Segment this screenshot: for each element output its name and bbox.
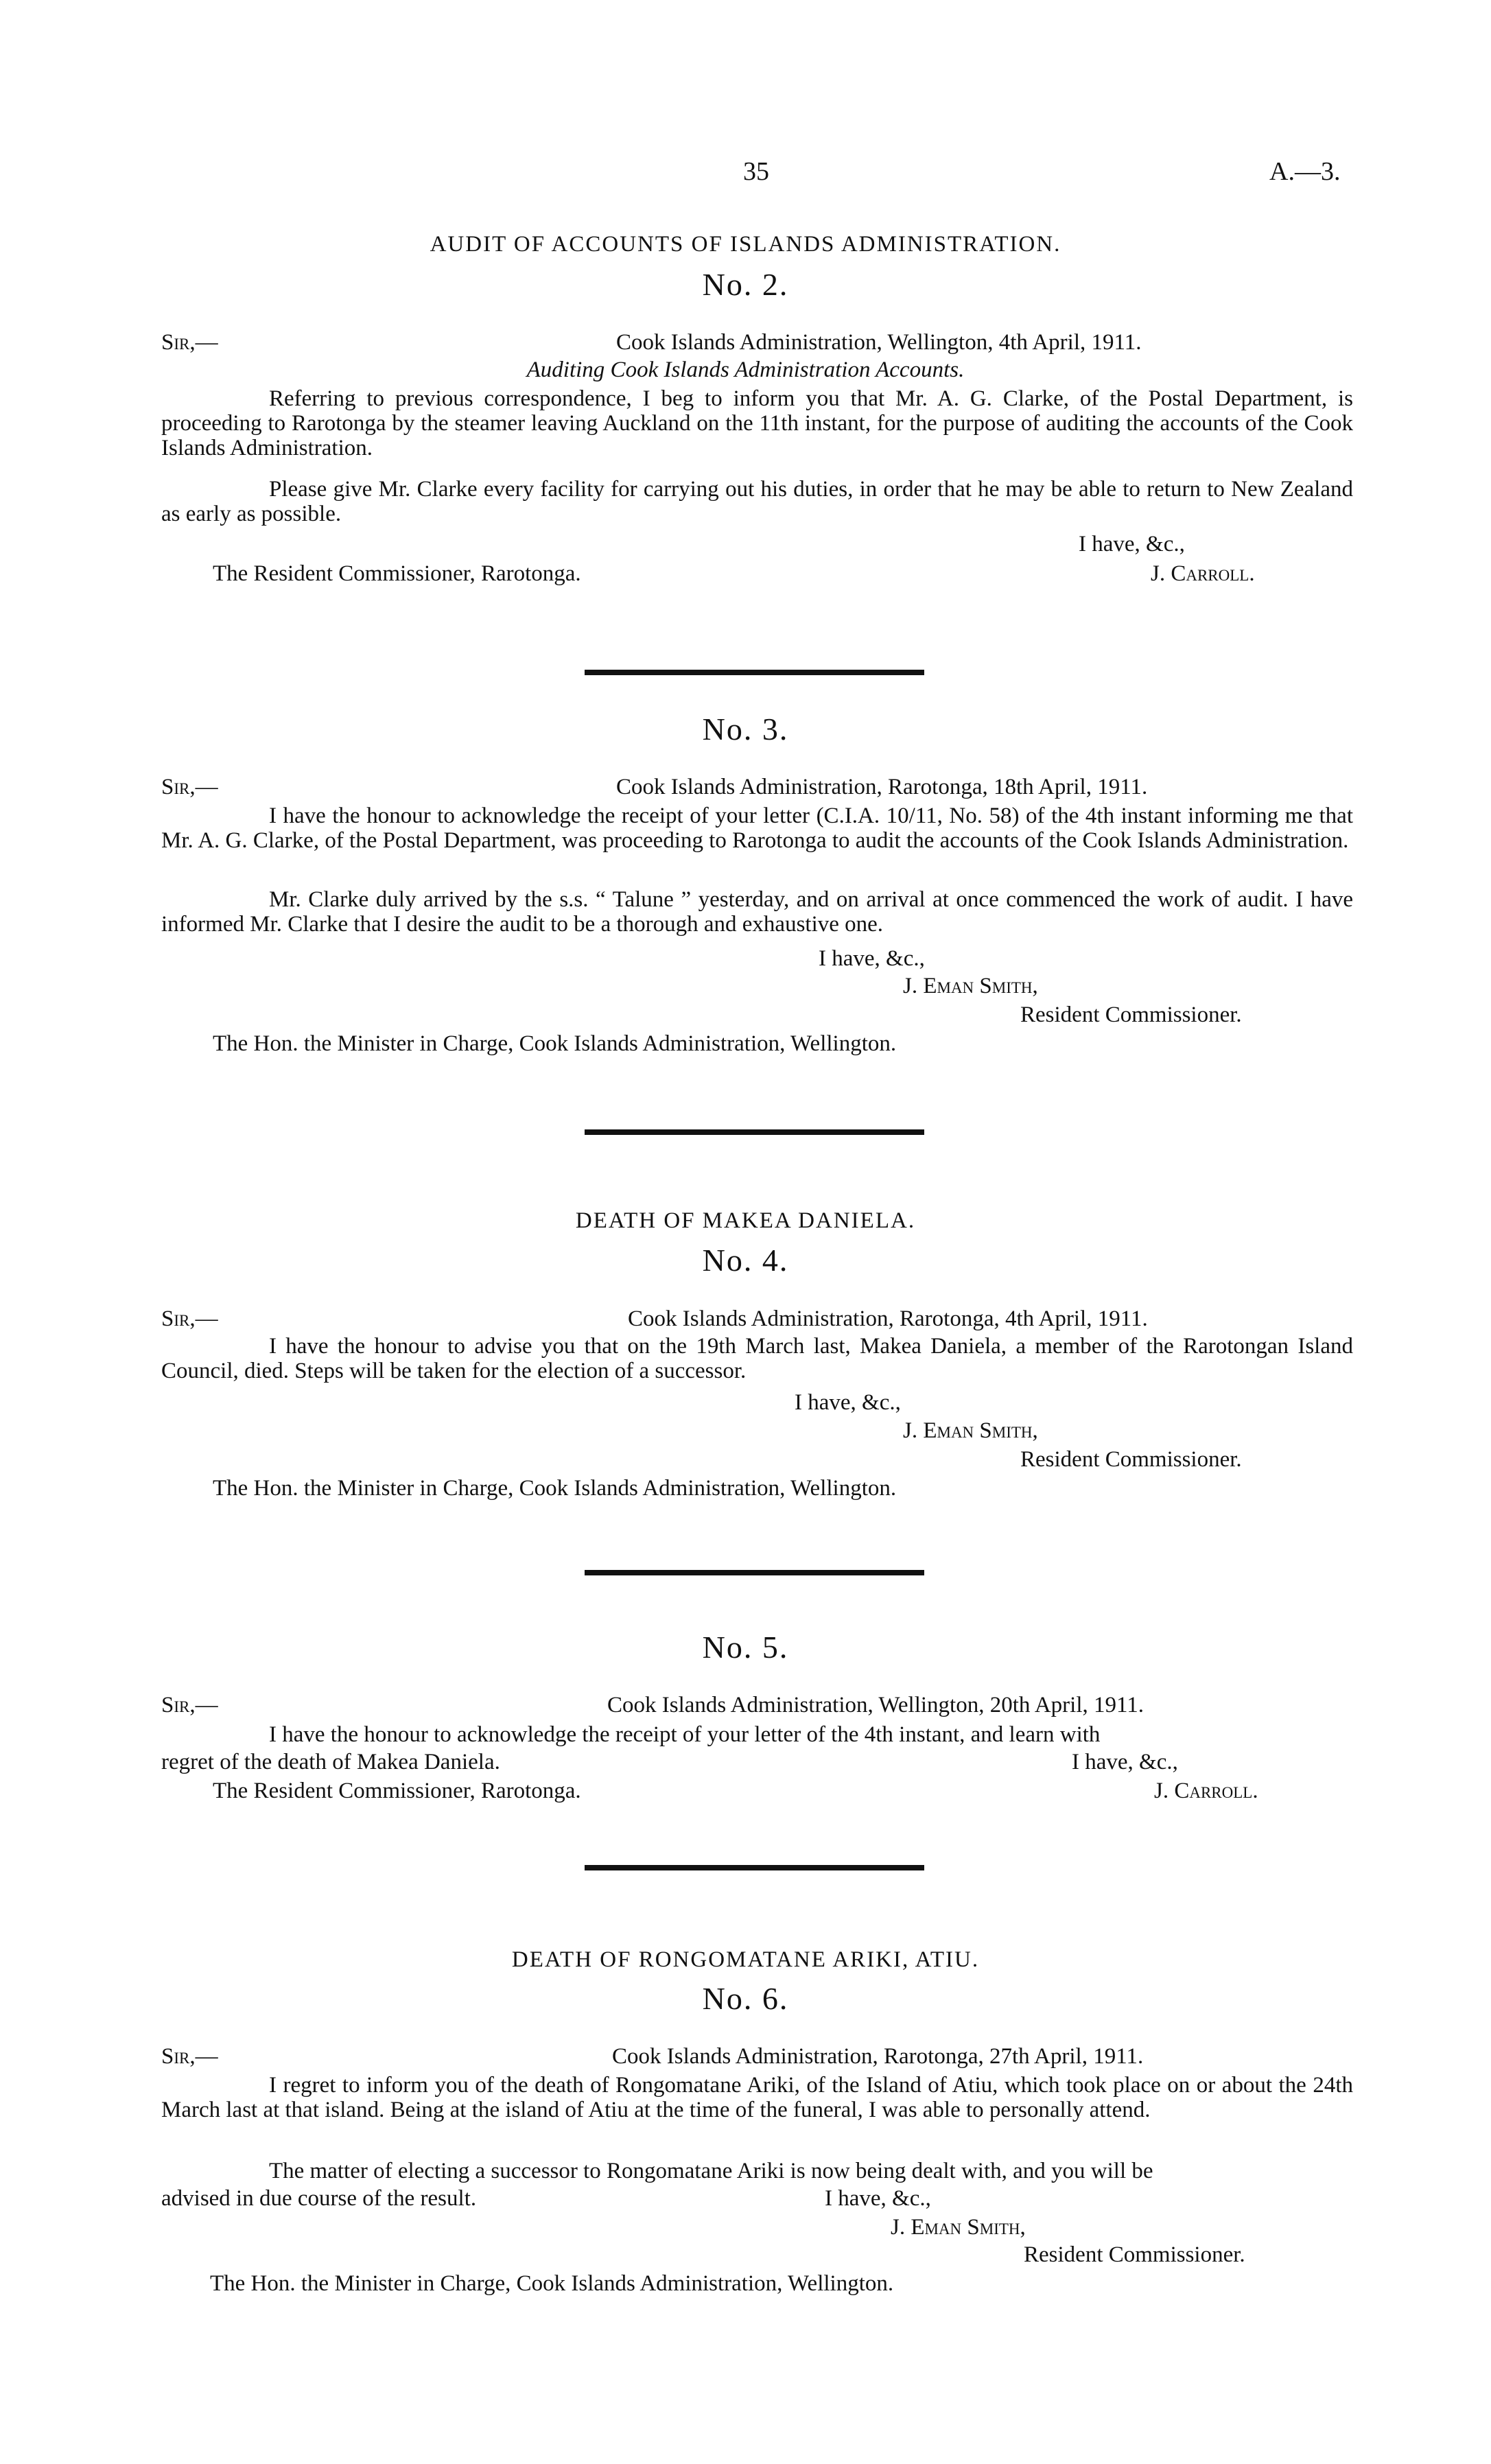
- letter-number-6: No. 6.: [702, 1981, 789, 2016]
- dateline-4: Cook Islands Administration, Rarotonga, 4th April, 1911.: [628, 1306, 1148, 1331]
- section-heading-makea: DEATH OF MAKEA DANIELA.: [575, 1208, 916, 1233]
- letter-number-2: No. 2.: [702, 267, 789, 302]
- section-divider-rule: [585, 1570, 924, 1575]
- dateline-5: Cook Islands Administration, Wellington, 20th April, 1911.: [607, 1693, 1144, 1717]
- section-divider-rule: [585, 1865, 924, 1870]
- dateline-2: Cook Islands Administration, Wellington, 4th April, 1911.: [616, 330, 1142, 355]
- letter-number-3: No. 3.: [702, 712, 789, 747]
- paragraph-5-line-1: I have the honour to acknowledge the receipt of your letter of the 4th instant, and learn with: [269, 1722, 1101, 1747]
- paragraph-6-2-line-2: advised in due course of the result.: [161, 2186, 477, 2211]
- section-heading-audit: AUDIT OF ACCOUNTS OF ISLANDS ADMINISTRATION.: [430, 232, 1061, 257]
- paragraph-5-line-2: regret of the death of Makea Daniela.: [161, 1750, 500, 1774]
- dateline-3: Cook Islands Administration, Rarotonga, 18th April, 1911.: [616, 775, 1148, 799]
- salutation-4: Sir,—: [161, 1306, 218, 1331]
- letter-number-4: No. 4.: [702, 1243, 789, 1278]
- addressee-2: The Resident Commissioner, Rarotonga.: [213, 561, 581, 586]
- addressee-6: The Hon. the Minister in Charge, Cook Islands Administration, Wellington.: [210, 2271, 894, 2296]
- signatory-title-4: Resident Commissioner.: [1020, 1447, 1242, 1472]
- closing-2: I have, &c.,: [1079, 532, 1185, 556]
- paragraph-3-2: Mr. Clarke duly arrived by the s.s. “ Talune ” yesterday, and on arrival at once commenced the work of audit. I have informed Mr. Clarke that I desire the audit to be a thorough and exhaustive one.: [161, 887, 1353, 937]
- closing-3: I have, &c.,: [819, 946, 925, 971]
- signatory-title-3: Resident Commissioner.: [1020, 1002, 1242, 1027]
- signature-2: J. Carroll.: [1151, 561, 1255, 586]
- paragraph-2-1: Referring to previous correspondence, I beg to inform you that Mr. A. G. Clarke, of the Postal Department, is proceeding to Rarotonga by the steamer leaving Auckland on the 11th instant, for the purpose of auditing the accounts of the Cook Islands Administration.: [161, 386, 1353, 460]
- salutation-6: Sir,—: [161, 2044, 218, 2069]
- signature-6: J. Eman Smith,: [891, 2215, 1026, 2240]
- section-divider-rule: [585, 670, 924, 675]
- dateline-6: Cook Islands Administration, Rarotonga, 27th April, 1911.: [612, 2044, 1144, 2069]
- paragraph-3-1: I have the honour to acknowledge the receipt of your letter (C.I.A. 10/11, No. 58) of the 4th instant informing me that Mr. A. G. Clarke, of the Postal Department, was proceeding to Rarotonga to audit the accounts of the Cook Islands Administration.: [161, 803, 1353, 853]
- salutation-3: Sir,—: [161, 775, 218, 799]
- section-divider-rule: [585, 1129, 924, 1135]
- salutation-5: Sir,—: [161, 1693, 218, 1717]
- closing-4: I have, &c.,: [795, 1390, 901, 1415]
- letter-number-5: No. 5.: [702, 1630, 789, 1665]
- closing-5: I have, &c.,: [1072, 1750, 1178, 1774]
- signature-4: J. Eman Smith,: [903, 1418, 1038, 1443]
- signature-5: J. Carroll.: [1154, 1779, 1258, 1803]
- paragraph-6-2-line-1: The matter of electing a successor to Rongomatane Ariki is now being dealt with, and you will be: [269, 2159, 1153, 2183]
- closing-6: I have, &c.,: [825, 2186, 931, 2211]
- page-number: 35: [743, 157, 769, 186]
- salutation-2: Sir,—: [161, 330, 218, 355]
- signatory-title-6: Resident Commissioner.: [1024, 2242, 1245, 2267]
- paragraph-6-1: I regret to inform you of the death of Rongomatane Ariki, of the Island of Atiu, which took place on or about the 24th March last at that island. Being at the island of Atiu at the time of the funeral, I was able to personally attend.: [161, 2073, 1353, 2122]
- section-heading-rongomatane: DEATH OF RONGOMATANE ARIKI, ATIU.: [511, 1947, 980, 1972]
- paragraph-4-1: I have the honour to advise you that on the 19th March last, Makea Daniela, a member of the Rarotongan Island Council, died. Steps will be taken for the election of a successor.: [161, 1334, 1353, 1383]
- paragraph-2-2: Please give Mr. Clarke every facility for carrying out his duties, in order that he may be able to return to New Zealand as early as possible.: [161, 477, 1353, 526]
- addressee-4: The Hon. the Minister in Charge, Cook Islands Administration, Wellington.: [213, 1476, 897, 1501]
- subject-line-2: Auditing Cook Islands Administration Accounts.: [526, 357, 965, 382]
- parliamentary-paper-reference: A.—3.: [1269, 157, 1341, 186]
- signature-3: J. Eman Smith,: [903, 974, 1038, 998]
- addressee-3: The Hon. the Minister in Charge, Cook Islands Administration, Wellington.: [213, 1031, 897, 1056]
- addressee-5: The Resident Commissioner, Rarotonga.: [213, 1779, 581, 1803]
